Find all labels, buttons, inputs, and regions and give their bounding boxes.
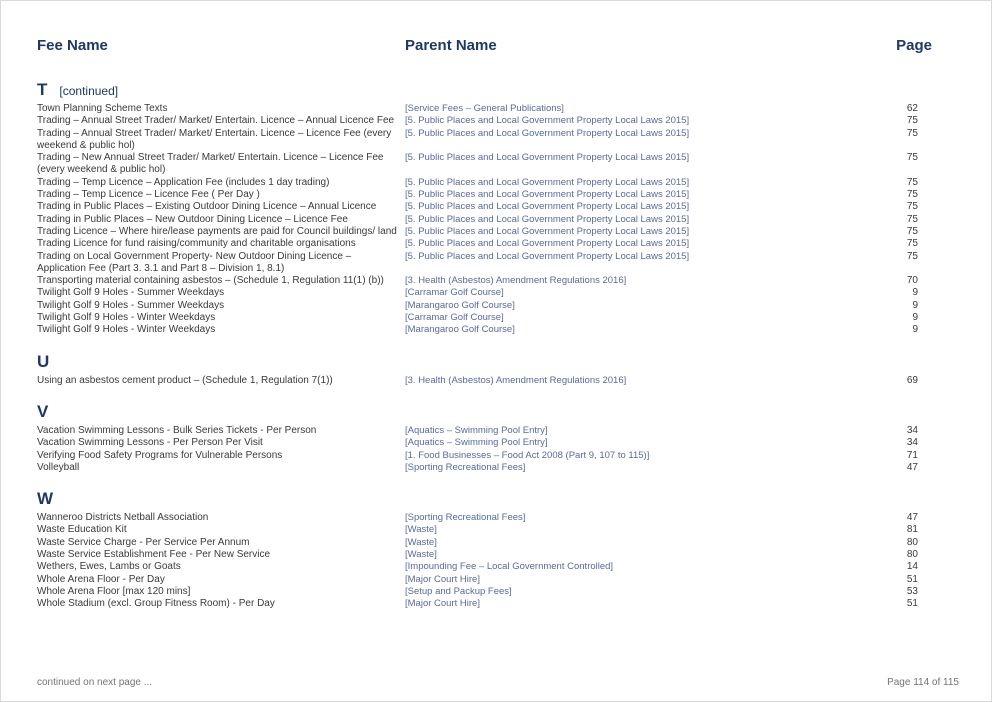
fee-name-cell: Twilight Golf 9 Holes - Winter Weekdays <box>37 324 216 336</box>
table-row <box>37 152 932 177</box>
table-row <box>37 214 932 226</box>
section-continued-label: [continued] <box>59 84 119 98</box>
parent-name-cell: [1. Food Businesses – Food Act 2008 (Part 9, 107 to 115)] <box>405 449 650 461</box>
fee-name-cell: Trading – Annual Street Trader/ Market/ Entertain. Licence – Licence Fee (every weekend & public hol) <box>37 127 392 151</box>
parent-name-cell: [5. Public Places and Local Government Property Local Laws 2015] <box>405 176 690 188</box>
fee-name-cell: Volleyball <box>37 461 80 473</box>
page-number-cell: 70 <box>906 275 918 287</box>
parent-name-cell: [Marangaroo Golf Course] <box>405 299 515 311</box>
parent-name-cell: [Carramar Golf Course] <box>405 287 504 299</box>
table-row <box>37 238 932 250</box>
table-row <box>37 524 932 536</box>
column-header-parent-name: Parent Name <box>405 37 497 54</box>
section-rows <box>37 103 932 337</box>
parent-name-cell: [Major Court Hire] <box>405 598 480 610</box>
table-row <box>37 598 932 610</box>
page-number-cell: 51 <box>906 573 918 585</box>
fee-name-cell: Whole Stadium (excl. Group Fitness Room) - Per Day <box>37 598 275 610</box>
parent-name-cell: [Marangaroo Golf Course] <box>405 324 515 336</box>
page-number-cell: 14 <box>906 561 918 573</box>
page-number-cell: 62 <box>906 103 918 114</box>
table-row <box>37 103 932 115</box>
parent-name-cell: [5. Public Places and Local Government Property Local Laws 2015] <box>405 238 690 250</box>
fee-name-cell: Trading – Temp Licence – Application Fee (includes 1 day trading) <box>37 176 330 188</box>
table-row <box>37 437 932 449</box>
table-row <box>37 586 932 598</box>
parent-name-cell: [5. Public Places and Local Government Property Local Laws 2015] <box>405 115 690 127</box>
index-sections <box>37 80 932 611</box>
section-heading <box>37 352 932 373</box>
table-row <box>37 287 932 299</box>
section-letter: U <box>37 351 50 371</box>
table-row <box>37 115 932 127</box>
parent-name-cell: [3. Health (Asbestos) Amendment Regulations 2016] <box>405 275 627 287</box>
parent-name-cell: [Waste] <box>405 536 437 548</box>
page-number-cell: 9 <box>912 299 918 311</box>
table-row <box>37 312 932 324</box>
table-row <box>37 512 932 524</box>
page-number-cell: 69 <box>906 374 918 386</box>
table-row <box>37 462 932 474</box>
fee-name-cell: Twilight Golf 9 Holes - Summer Weekdays <box>37 299 225 311</box>
fee-name-cell: Trading – Temp Licence – Licence Fee ( Per Day ) <box>37 189 260 201</box>
document-page <box>1 1 932 611</box>
page-number-cell: 34 <box>906 437 918 449</box>
section-letter: T <box>37 80 48 99</box>
fee-name-cell: Trading – Annual Street Trader/ Market/ Entertain. Licence – Annual Licence Fee <box>37 115 395 127</box>
fee-name-cell: Waste Education Kit <box>37 524 127 536</box>
fee-name-cell: Trading on Local Government Property- New Outdoor Dining Licence – Application Fee (Part 3. 3.1 and Part 8 – Division 1, 8.1) <box>37 250 352 274</box>
parent-name-cell: [Aquatics – Swimming Pool Entry] <box>405 424 548 436</box>
letter-section <box>37 80 932 337</box>
column-header-fee-name: Fee Name <box>37 37 108 54</box>
page-number-cell: 80 <box>906 549 918 561</box>
column-headers <box>37 37 932 55</box>
fee-name-cell: Trading Licence for fund raising/community and charitable organisations <box>37 238 356 250</box>
fee-name-cell: Verifying Food Safety Programs for Vulnerable Persons <box>37 449 283 461</box>
parent-name-cell: [Sporting Recreational Fees] <box>405 461 526 473</box>
page-number-cell: 80 <box>906 536 918 548</box>
page-number-cell: 47 <box>906 461 918 473</box>
table-row <box>37 574 932 586</box>
page-number-cell: 75 <box>906 201 918 213</box>
parent-name-cell: [Major Court Hire] <box>405 573 480 585</box>
page-number-cell: 51 <box>906 598 918 610</box>
table-row <box>37 177 932 189</box>
fee-name-cell: Whole Arena Floor - Per Day <box>37 573 165 585</box>
page-number-cell: 75 <box>906 127 918 139</box>
table-row <box>37 324 932 336</box>
fee-name-cell: Twilight Golf 9 Holes - Summer Weekdays <box>37 287 225 299</box>
page-number-cell: 47 <box>906 512 918 524</box>
page-number-cell: 71 <box>906 449 918 461</box>
page-number-indicator: Page 114 of 115 <box>887 677 959 688</box>
section-rows <box>37 512 932 610</box>
table-row <box>37 251 932 276</box>
fee-name-cell: Whole Arena Floor [max 120 mins] <box>37 585 191 597</box>
page-number-cell: 9 <box>912 287 918 299</box>
section-heading <box>37 489 932 510</box>
section-letter: W <box>37 489 54 509</box>
fee-name-cell: Wethers, Ewes, Lambs or Goats <box>37 561 181 573</box>
parent-name-cell: [5. Public Places and Local Government Property Local Laws 2015] <box>405 250 690 262</box>
letter-section <box>37 402 932 474</box>
fee-name-cell: Vacation Swimming Lessons - Per Person Per Visit <box>37 437 263 449</box>
parent-name-cell: [5. Public Places and Local Government Property Local Laws 2015] <box>405 189 690 201</box>
parent-name-cell: [Waste] <box>405 524 437 536</box>
fee-name-cell: Using an asbestos cement product – (Schedule 1, Regulation 7(1)) <box>37 374 333 386</box>
page-footer <box>37 676 959 689</box>
table-row <box>37 537 932 549</box>
page-number-cell: 75 <box>906 238 918 250</box>
fee-name-cell: Town Planning Scheme Texts <box>37 103 168 114</box>
fee-name-cell: Wanneroo Districts Netball Association <box>37 512 209 524</box>
table-row <box>37 425 932 437</box>
table-row <box>37 300 932 312</box>
page-number-cell: 75 <box>906 176 918 188</box>
parent-name-cell: [Aquatics – Swimming Pool Entry] <box>405 437 548 449</box>
table-row <box>37 275 932 287</box>
section-heading <box>37 402 932 423</box>
page-number-cell: 75 <box>906 213 918 225</box>
page-number-cell: 75 <box>906 115 918 127</box>
parent-name-cell: [Sporting Recreational Fees] <box>405 512 526 524</box>
column-header-page: Page <box>896 37 932 54</box>
letter-section <box>37 489 932 610</box>
table-row <box>37 375 932 387</box>
parent-name-cell: [Waste] <box>405 549 437 561</box>
page-number-cell: 53 <box>906 585 918 597</box>
table-row <box>37 189 932 201</box>
table-row <box>37 201 932 213</box>
parent-name-cell: [5. Public Places and Local Government Property Local Laws 2015] <box>405 127 690 139</box>
continued-note: continued on next page ... <box>37 677 153 688</box>
parent-name-cell: [Carramar Golf Course] <box>405 312 504 324</box>
fee-name-cell: Waste Service Charge - Per Service Per Annum <box>37 536 250 548</box>
fee-name-cell: Trading Licence – Where hire/lease payments are paid for Council buildings/ land <box>37 225 397 237</box>
parent-name-cell: [Setup and Packup Fees] <box>405 585 512 597</box>
page-number-cell: 9 <box>912 324 918 336</box>
parent-name-cell: [5. Public Places and Local Government Property Local Laws 2015] <box>405 213 690 225</box>
table-row <box>37 128 932 153</box>
parent-name-cell: [Service Fees – General Publications] <box>405 103 564 114</box>
table-row <box>37 549 932 561</box>
section-heading <box>37 80 932 101</box>
section-rows <box>37 375 932 387</box>
page-number-cell: 75 <box>906 189 918 201</box>
page-number-cell: 75 <box>906 250 918 262</box>
page-number-cell: 75 <box>906 225 918 237</box>
section-rows <box>37 425 932 474</box>
table-row <box>37 226 932 238</box>
fee-name-cell: Twilight Golf 9 Holes - Winter Weekdays <box>37 312 216 324</box>
fee-name-cell: Trading – New Annual Street Trader/ Market/ Entertain. Licence – Licence Fee (every weekend & public hol) <box>37 152 384 176</box>
fee-name-cell: Transporting material containing asbestos – (Schedule 1, Regulation 11(1) (b)) <box>37 275 384 287</box>
table-row <box>37 450 932 462</box>
parent-name-cell: [5. Public Places and Local Government Property Local Laws 2015] <box>405 201 690 213</box>
parent-name-cell: [5. Public Places and Local Government Property Local Laws 2015] <box>405 225 690 237</box>
fee-name-cell: Trading in Public Places – New Outdoor Dining Licence – Licence Fee <box>37 213 348 225</box>
parent-name-cell: [3. Health (Asbestos) Amendment Regulations 2016] <box>405 374 627 386</box>
page-number-cell: 9 <box>912 312 918 324</box>
page-number-cell: 34 <box>906 424 918 436</box>
section-letter: V <box>37 401 49 421</box>
fee-name-cell: Waste Service Establishment Fee - Per New Service <box>37 549 271 561</box>
parent-name-cell: [Impounding Fee – Local Government Controlled] <box>405 561 614 573</box>
page-number-cell: 75 <box>906 152 918 164</box>
fee-name-cell: Trading in Public Places – Existing Outdoor Dining Licence – Annual Licence <box>37 201 377 213</box>
fee-name-cell: Vacation Swimming Lessons - Bulk Series Tickets - Per Person <box>37 424 317 436</box>
table-row <box>37 561 932 573</box>
page-number-cell: 81 <box>906 524 918 536</box>
parent-name-cell: [5. Public Places and Local Government Property Local Laws 2015] <box>405 152 690 164</box>
letter-section <box>37 352 932 387</box>
